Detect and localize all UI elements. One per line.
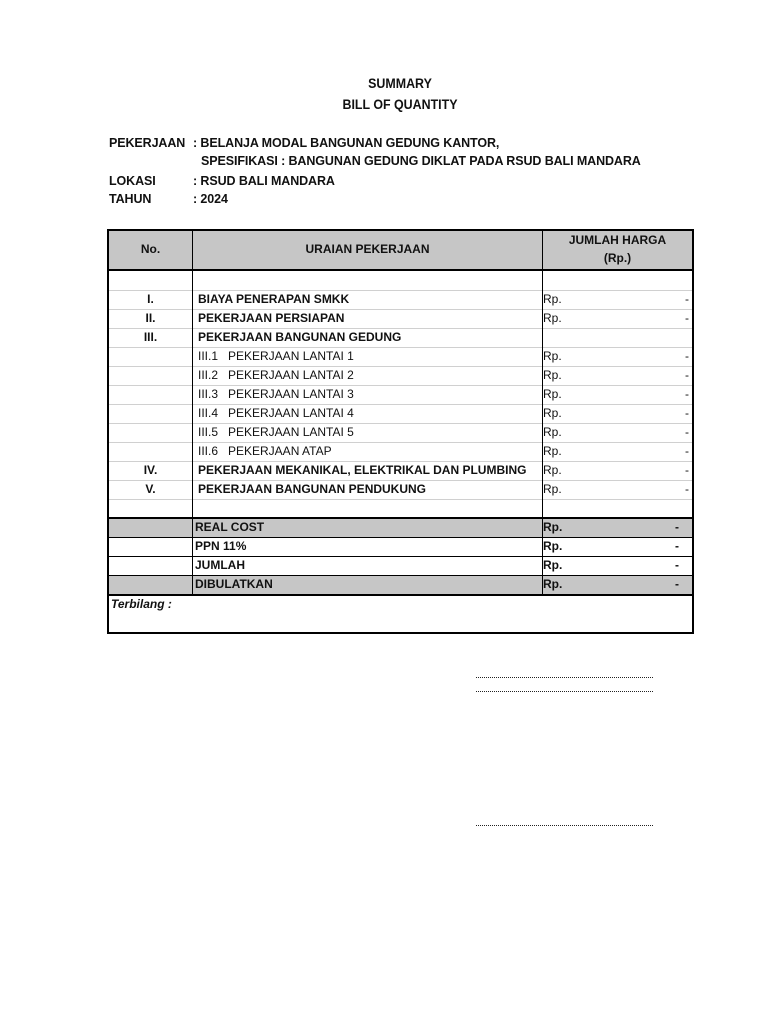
row-label: PEKERJAAN PERSIAPAN	[198, 311, 345, 325]
header-bottom-border	[109, 269, 692, 271]
row-divider	[109, 423, 692, 424]
row-amount: -	[685, 349, 689, 363]
row-currency: Rp.	[543, 463, 562, 477]
tahun-label: TAHUN	[109, 192, 152, 206]
row-label: PEKERJAAN ATAP	[228, 444, 332, 458]
row-currency: Rp.	[543, 444, 562, 458]
pekerjaan-value: : BELANJA MODAL BANGUNAN GEDUNG KANTOR,	[193, 136, 500, 150]
total-label: JUMLAH	[195, 558, 245, 572]
total-label: REAL COST	[195, 520, 265, 534]
lokasi-label: LOKASI	[109, 174, 156, 188]
total-row-divider	[109, 556, 692, 557]
tahun-value: : 2024	[193, 192, 228, 206]
spesifikasi-value: SPESIFIKASI : BANGUNAN GEDUNG DIKLAT PADA RSUD BALI MANDARA	[201, 154, 641, 168]
row-divider	[109, 366, 692, 367]
row-label: BIAYA PENERAPAN SMKK	[198, 292, 350, 306]
row-currency: Rp.	[543, 482, 562, 496]
total-amount: -	[675, 577, 679, 591]
row-divider	[109, 404, 692, 405]
row-code: III.4	[198, 406, 219, 420]
row-label: PEKERJAAN LANTAI 4	[228, 406, 354, 420]
row-divider	[109, 461, 692, 462]
row-amount: -	[685, 406, 689, 420]
row-amount: -	[685, 444, 689, 458]
row-code: III.3	[198, 387, 219, 401]
row-amount: -	[685, 292, 689, 306]
total-currency: Rp.	[543, 539, 563, 553]
row-code: III.6	[198, 444, 219, 458]
row-divider	[109, 309, 692, 310]
row-label: PEKERJAAN MEKANIKAL, ELEKTRIKAL DAN PLUMBING	[198, 463, 527, 477]
pekerjaan-label: PEKERJAAN	[109, 136, 186, 150]
row-amount: -	[685, 311, 689, 325]
total-amount: -	[675, 558, 679, 572]
row-amount: -	[685, 463, 689, 477]
row-currency: Rp.	[543, 387, 562, 401]
total-amount: -	[675, 520, 679, 534]
row-label: PEKERJAAN LANTAI 2	[228, 368, 354, 382]
row-divider	[109, 480, 692, 481]
row-divider	[109, 499, 692, 500]
header-jumlah-line2: (Rp.)	[603, 251, 632, 265]
column-divider-jumlah	[542, 231, 543, 594]
row-divider	[109, 442, 692, 443]
total-currency: Rp.	[543, 558, 563, 572]
row-currency: Rp.	[543, 368, 562, 382]
row-currency: Rp.	[543, 406, 562, 420]
column-divider-no	[192, 231, 193, 594]
row-label: PEKERJAAN LANTAI 5	[228, 425, 354, 439]
row-no: V.	[145, 482, 156, 496]
row-currency: Rp.	[543, 349, 562, 363]
row-label: PEKERJAAN LANTAI 3	[228, 387, 354, 401]
boq-table	[107, 229, 694, 634]
total-row-divider	[109, 537, 692, 538]
row-code: III.1	[198, 349, 219, 363]
row-currency: Rp.	[543, 311, 562, 325]
total-label: PPN 11%	[195, 539, 247, 553]
header-jumlah-line1: JUMLAH HARGA	[568, 233, 667, 247]
page-title-summary: SUMMARY	[368, 76, 432, 91]
row-divider	[109, 290, 692, 291]
terbilang-top-border	[109, 594, 692, 596]
row-code: III.2	[198, 368, 219, 382]
lokasi-value: : RSUD BALI MANDARA	[193, 174, 335, 188]
signature-line-3	[476, 825, 653, 826]
row-label: PEKERJAAN BANGUNAN GEDUNG	[198, 330, 402, 344]
row-no: III.	[143, 330, 158, 344]
header-uraian: URAIAN PEKERJAAN	[305, 242, 430, 256]
row-amount: -	[685, 425, 689, 439]
row-divider	[109, 385, 692, 386]
row-code: III.5	[198, 425, 219, 439]
row-label: PEKERJAAN BANGUNAN PENDUKUNG	[198, 482, 427, 496]
row-amount: -	[685, 368, 689, 382]
row-amount: -	[685, 482, 689, 496]
page-title-boq: BILL OF QUANTITY	[342, 97, 458, 112]
total-label: DIBULATKAN	[195, 577, 273, 591]
signature-line-1	[476, 677, 653, 678]
row-no: IV.	[143, 463, 158, 477]
row-currency: Rp.	[543, 425, 562, 439]
row-no: II.	[145, 311, 156, 325]
row-divider	[109, 347, 692, 348]
row-no: I.	[147, 292, 154, 306]
row-divider	[109, 328, 692, 329]
row-label: PEKERJAAN LANTAI 1	[228, 349, 354, 363]
total-amount: -	[675, 539, 679, 553]
total-currency: Rp.	[543, 577, 563, 591]
terbilang-label: Terbilang :	[111, 597, 172, 611]
row-amount: -	[685, 387, 689, 401]
header-no: No.	[140, 242, 161, 256]
signature-line-2	[476, 691, 653, 692]
row-currency: Rp.	[543, 292, 562, 306]
total-currency: Rp.	[543, 520, 563, 534]
